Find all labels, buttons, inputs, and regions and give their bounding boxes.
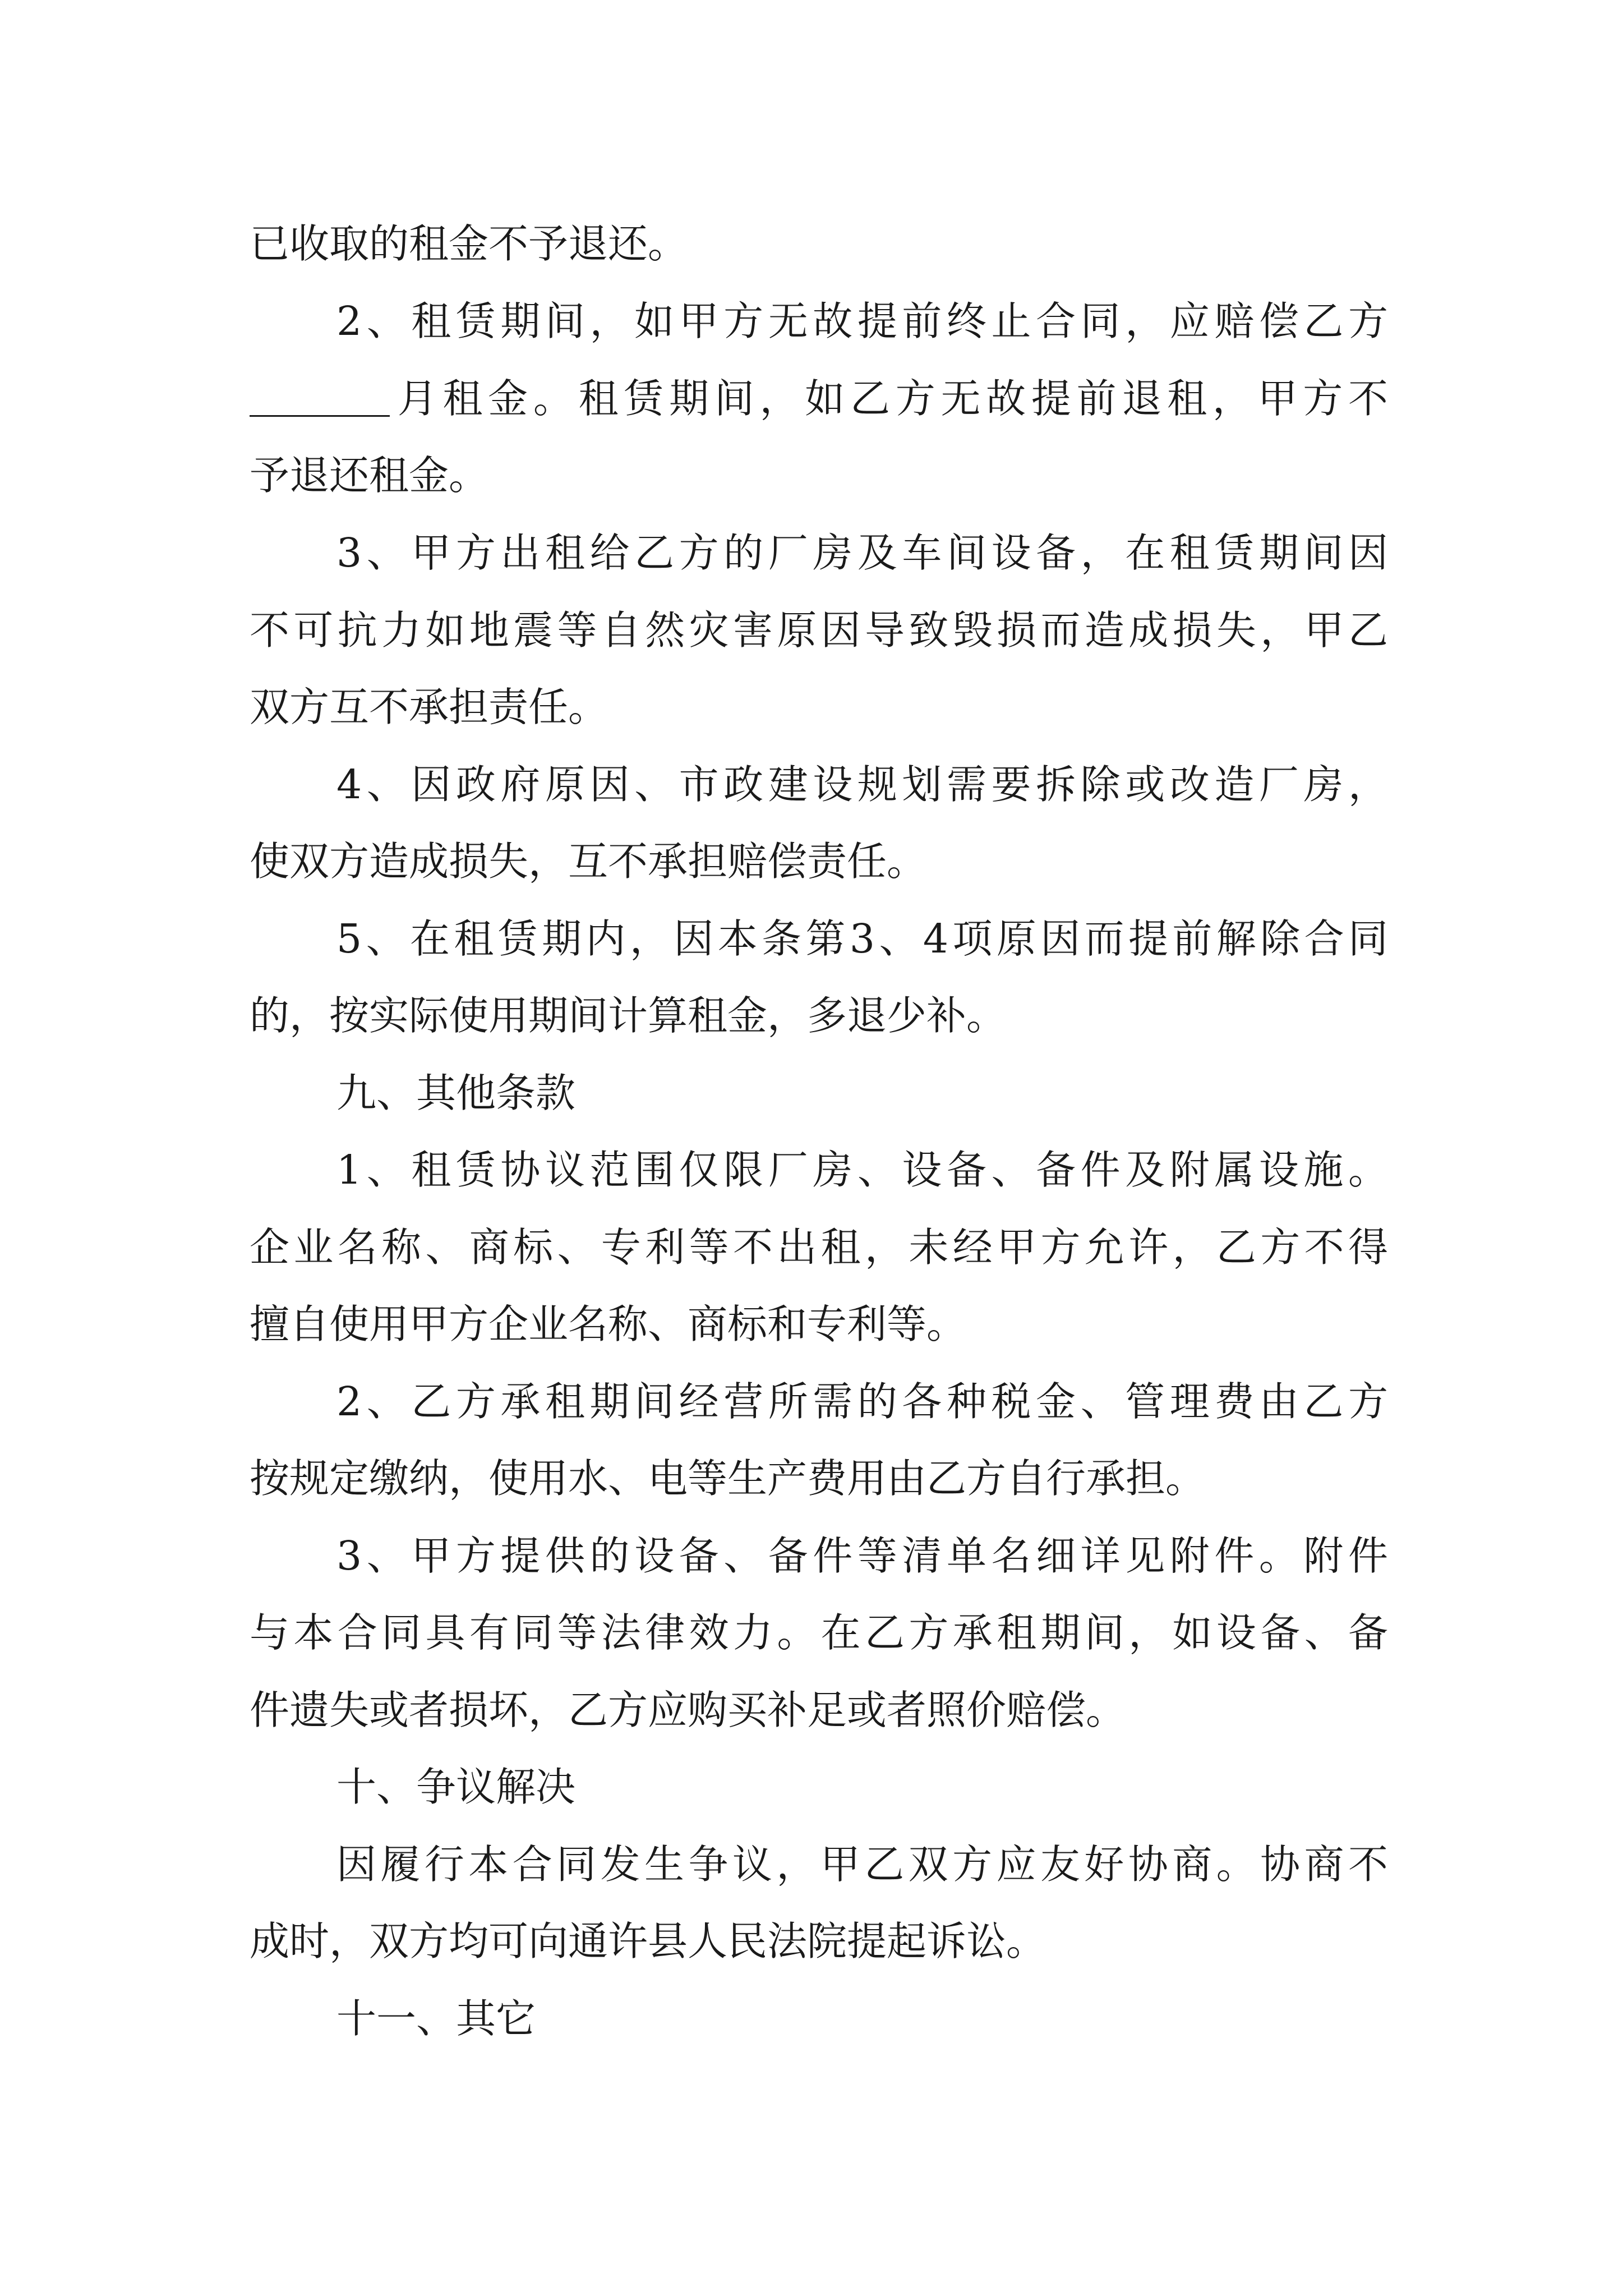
text-line: 月租金。租赁期间，如乙方无故提前退租，甲方不 bbox=[250, 368, 1388, 430]
text-line: 成时，双方均可向通许县人民法院提起诉讼。 bbox=[250, 1918, 1046, 1964]
text-line: 擅自使用甲方企业名称、商标和专利等。 bbox=[250, 1301, 967, 1347]
text-line: 3、甲方提供的设备、备件等清单名细详见附件。附件 bbox=[336, 1533, 1388, 1579]
text-line: 已收取的租金不予退还。 bbox=[250, 220, 688, 267]
text-line: 予退还租金。 bbox=[250, 452, 489, 499]
text-line: 3、甲方出租给乙方的厂房及车间设备，在租赁期间因 bbox=[336, 530, 1388, 576]
text-line: 使双方造成损失，互不承担赔偿责任。 bbox=[250, 838, 927, 885]
text-line: 2、租赁期间，如甲方无故提前终止合同，应赔偿乙方 bbox=[336, 298, 1388, 344]
fill-in-blank[interactable] bbox=[250, 376, 390, 417]
section-heading: 九、其他条款 bbox=[336, 1070, 576, 1116]
text-line: 4、因政府原因、市政建设规划需要拆除或改造厂房， bbox=[336, 761, 1388, 808]
text-line: 双方互不承担责任。 bbox=[250, 684, 608, 730]
text-line: 企业名称、商标、专利等不出租，未经甲方允许，乙方不得 bbox=[250, 1224, 1388, 1271]
text-line: 件遗失或者损坏，乙方应购买补足或者照价赔偿。 bbox=[250, 1687, 1126, 1733]
text-line: 因履行本合同发生争议，甲乙双方应友好协商。协商不 bbox=[336, 1841, 1388, 1888]
text-line: 1、租赁协议范围仅限厂房、设备、备件及附属设施。 bbox=[336, 1147, 1388, 1193]
text-line: 不可抗力如地震等自然灾害原因导致毁损而造成损失，甲乙 bbox=[250, 607, 1388, 654]
section-heading: 十一、其它 bbox=[336, 1995, 536, 2042]
text-line: 按规定缴纳，使用水、电等生产费用由乙方自行承担。 bbox=[250, 1455, 1206, 1502]
text-line: 与本合同具有同等法律效力。在乙方承租期间，如设备、备 bbox=[250, 1609, 1388, 1656]
text-line: 2、乙方承租期间经营所需的各种税金、管理费由乙方 bbox=[336, 1378, 1388, 1425]
text-line: 5、在租赁期内，因本条第3、4项原因而提前解除合同 bbox=[336, 915, 1388, 962]
section-heading: 十、争议解决 bbox=[336, 1764, 576, 1810]
text-line: 的，按实际使用期间计算租金，多退少补。 bbox=[250, 992, 1007, 1039]
